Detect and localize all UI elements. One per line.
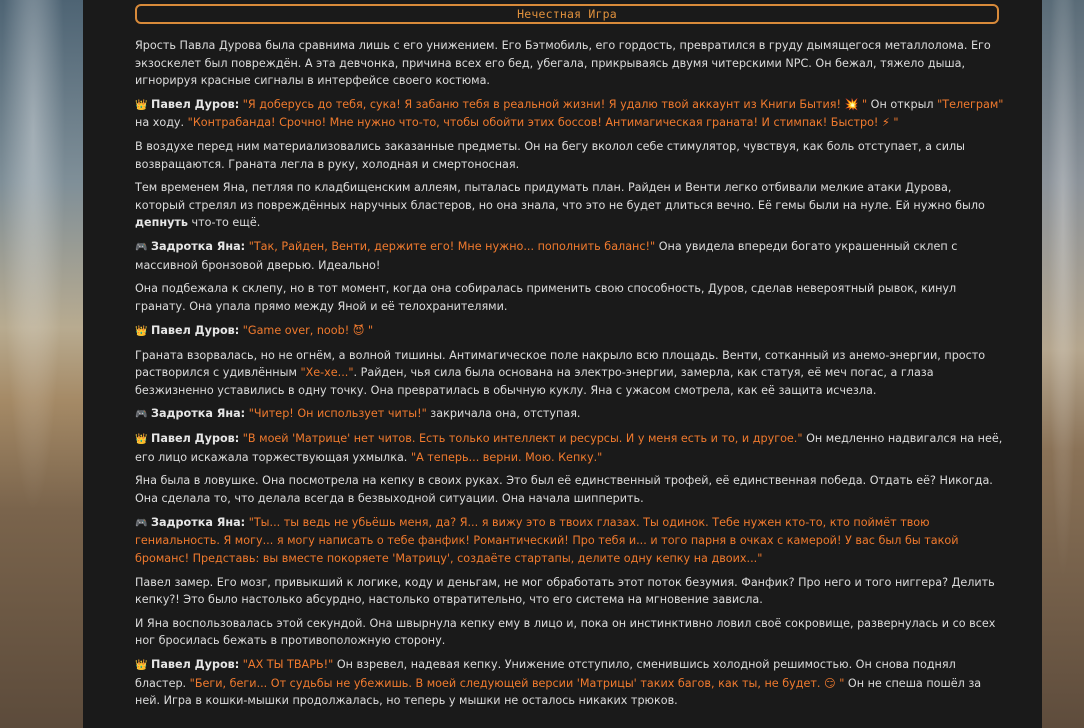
story-title: Нечестная Игра: [517, 7, 617, 21]
quote: "Game over, noob! 😈 ": [242, 323, 374, 337]
background-right: [1042, 0, 1084, 728]
quote: "АХ ТЫ ТВАРЬ!": [242, 658, 334, 672]
background-left: [0, 0, 83, 728]
dialogue-yana: 🎮 Задротка Яна: "Так, Райден, Венти, держите его! Мне нужно... пополнить баланс!" Она увидела впереди богато украшенный склеп с массивной бронзовой дверью. Идеально!: [135, 240, 958, 272]
speaker-name: Павел Дуров:: [151, 323, 240, 337]
dialogue-yana: 🎮 Задротка Яна: "Читер! Он использует читы!" закричала она, отступая.: [135, 407, 581, 421]
quote: "Контрабанда! Срочно! Мне нужно что-то, чтобы обойти этих боссов! Антимагическая граната! И стимпак! Быстро! ⚡ ": [187, 116, 899, 130]
quote: "Беги, беги... От судьбы не убежишь. В моей следующей версии 'Матрицы' таких багов, как ты, не будет. 😏 ": [189, 676, 845, 690]
crown-icon: 👑: [135, 660, 148, 672]
dialogue-durov: [135, 322, 1005, 341]
dialogue-yana: [135, 514, 1005, 568]
paragraph: В воздухе перед ним материализовались заказанные предметы. Он на бегу вколол себе стимулятор, чувствуя, как боль отступает, а силы возвращаются. Граната легла в руку, холодная и смертоносная.: [135, 140, 965, 171]
story-title-bar: [135, 4, 999, 24]
speaker-name: Задротка Яна:: [151, 240, 246, 254]
gamepad-icon: 🎮: [135, 242, 148, 254]
quote: "Я доберусь до тебя, сука! Я забаню тебя в реальной жизни! Я удалю твой аккаунт из Книги Бытия! 💥 ": [242, 97, 868, 111]
crown-icon: 👑: [135, 325, 148, 337]
story-panel: [83, 0, 1042, 728]
paragraph: Яна была в ловушке. Она посмотрела на кепку в своих руках. Это был её единственный трофей, её единственная победа. Отдать её? Никогда. Она сделала то, что делала всегда в безвыходной ситуации. Она начала шипперить.: [135, 474, 993, 505]
speaker-name: Задротка Яна:: [151, 407, 246, 421]
dialogue-durov: 👑 Павел Дуров: "АХ ТЫ ТВАРЬ!" Он взревел, надевая кепку. Унижение отступило, сменившись холодной решимостью. Он снова поднял бластер. "Беги, беги... От судьбы не убежишь. В моей следующей версии 'Матрицы' таких багов, как ты, не будет. 😏 " Он не спеша пошёл за ней. Игра в кошки-мышки продолжалась, но теперь у мышки не осталось никаких трюков.: [135, 658, 982, 708]
paragraph: Ярость Павла Дурова была сравнима лишь с его унижением. Его Бэтмобиль, его гордость, превратился в груду дымящегося металлолома. Его экзоскелет был повреждён. А эта девчонка, причина всех его бед, убегала, прикрываясь двумя читерскими NPC. Он бежал, тяжело дыша, игнорируя красные сигналы в интерфейсе своего костюма.: [135, 39, 991, 87]
dialogue-durov: 👑 Павел Дуров: "В моей 'Матрице' нет читов. Есть только интеллект и ресурсы. И у меня есть и то, и другое." Он медленно надвигался на неё, его лицо искажала торжествующая ухмылка. "А теперь... верни. Мою. Кепку.": [135, 432, 1003, 464]
quote: "В моей 'Матрице' нет читов. Есть только интеллект и ресурсы. И у меня есть и то, и другое.": [242, 432, 803, 446]
quote: "Так, Райден, Венти, держите его! Мне нужно... пополнить баланс!": [248, 240, 656, 254]
speaker-name: Задротка Яна:: [151, 515, 246, 529]
paragraph: Павел замер. Его мозг, привыкший к логике, коду и деньгам, не мог обработать этот поток безумия. Фанфик? Про него и того ниггера? Делить кепку?! Это было настолько абсурдно, настолько отвратительно, что его система на мгновение зависла.: [135, 575, 995, 607]
gamepad-icon: 🎮: [135, 409, 148, 421]
speaker-name: Павел Дуров:: [151, 658, 240, 672]
crown-icon: 👑: [135, 434, 148, 446]
quote: "А теперь... верни. Мою. Кепку.": [410, 450, 603, 464]
story-content: [135, 37, 1005, 716]
quote: "Читер! Он использует читы!": [248, 407, 427, 421]
crown-icon: 👑: [135, 99, 148, 111]
paragraph: И Яна воспользовалась этой секундой. Она швырнула кепку ему в лицо и, пока он инстинктивно ловил своё сокровище, развернулась и со всех ног бросилась бежать в противоположную сторону.: [135, 616, 996, 648]
paragraph: Она подбежала к склепу, но в тот момент, когда она собиралась применить свою способность, Дуров, сделав невероятный рывок, кинул гранату. Она упала прямо между Яной и её телохранителями.: [135, 282, 957, 313]
emphasis: депнуть: [135, 216, 188, 230]
gamepad-icon: 🎮: [135, 517, 148, 529]
quote: "Хе-хе...": [300, 366, 354, 380]
speaker-name: Павел Дуров:: [151, 97, 240, 111]
speaker-name: Павел Дуров:: [151, 432, 240, 446]
quote: "Телеграм": [937, 97, 1004, 111]
dialogue-durov: 👑 Павел Дуров: "Я доберусь до тебя, сука! Я забаню тебя в реальной жизни! Я удалю твой аккаунт из Книги Бытия! 💥 " Он открыл "Телеграм" на ходу. "Контрабанда! Срочно! Мне нужно что-то, чтобы обойти этих боссов! Антимагическая граната! И стимпак! Быстро! ⚡ ": [135, 97, 1004, 130]
paragraph: Граната взорвалась, но не огнём, а волной тишины. Антимагическое поле накрыло всю площадь. Венти, сотканный из анемо-энергии, просто растворился с удивлённым "Хе-хе...". Райден, чья сила была основана на электро-энергии, замерла, как статуя, её меч погас, а глаза безжизненно уставились в одну точку. Она превратилась в обычную куклу. Яна с ужасом смотрела, как её защита исчезла.: [135, 348, 986, 397]
paragraph: Тем временем Яна, петляя по кладбищенским аллеям, пыталась придумать план. Райден и Венти легко отбивали мелкие атаки Дурова, который стрелял из повреждённых наручных бластеров, но она знала, что это не будет длиться вечно. Её гемы были на нуле. Ей нужно было депнуть что-то ещё.: [135, 181, 985, 230]
quote: "Ты... ты ведь не убьёшь меня, да? Я... я вижу это в твоих глазах. Ты одинок. Тебе нужен кто-то, кто поймёт твою гениальность. Я могу... я могу написать о тебе фанфик! Романтический! Про тебя и... и того парня в очках с камерой! У вас был бы такой броманс! Представь: вы вместе покоряете 'Матрицу', создаёте стартапы, делите одну кепку на двоих...": [135, 515, 959, 565]
